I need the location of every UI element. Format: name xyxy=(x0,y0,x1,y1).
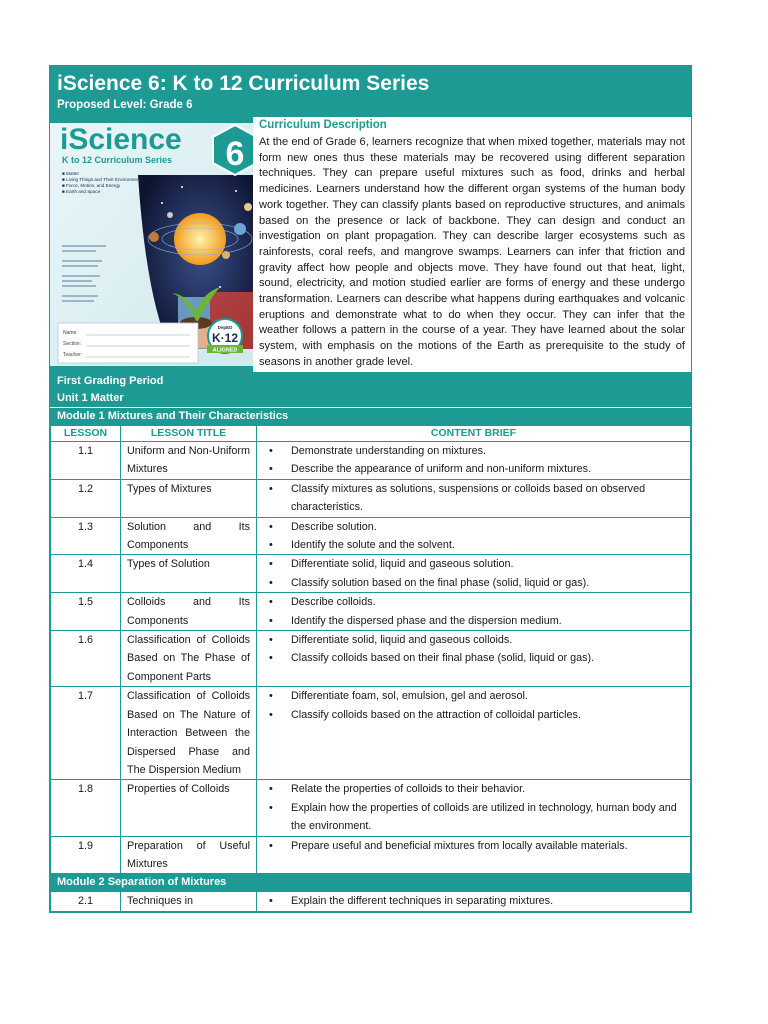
content-brief-item: • Identify the dispersed phase and the dispersion medium. xyxy=(291,612,684,630)
content-brief-item: • Classify colloids based on the attraction of colloidal particles. xyxy=(291,706,684,724)
lesson-title: Techniques in xyxy=(121,892,257,911)
svg-text:■ Matter: ■ Matter xyxy=(62,171,80,176)
content-brief-item: • Describe solution. xyxy=(291,518,684,536)
lesson-number: 1.2 xyxy=(51,479,121,517)
content-brief xyxy=(257,593,691,631)
content-brief-item: • Identify the solute and the solvent. xyxy=(291,536,684,554)
table-row xyxy=(51,555,691,593)
table-row xyxy=(51,479,691,517)
svg-text:■ Force, Motion, and Energy: ■ Force, Motion, and Energy xyxy=(62,183,121,188)
table-row xyxy=(51,687,691,780)
content-brief-item: • Differentiate solid, liquid and gaseous solution. xyxy=(291,555,684,573)
content-brief-item: • Differentiate solid, liquid and gaseous colloids. xyxy=(291,631,684,649)
col-header-content-brief: CONTENT BRIEF xyxy=(257,426,691,442)
curriculum-sheet xyxy=(49,65,692,913)
content-brief xyxy=(257,892,691,911)
content-brief-item: • Classify colloids based on their final phase (solid, liquid or gas). xyxy=(291,649,684,667)
content-brief-item: • Classify solution based on the final phase (solid, liquid or gas). xyxy=(291,574,684,592)
content-brief-item: • Demonstrate understanding on mixtures. xyxy=(291,442,684,460)
table-row xyxy=(51,631,691,687)
content-brief xyxy=(257,780,691,836)
table-header-row xyxy=(51,426,691,442)
content-brief-item: • Differentiate foam, sol, emulsion, gel and aerosol. xyxy=(291,687,684,705)
table-row xyxy=(51,780,691,836)
lesson-title: Uniform and Non-Uniform Mixtures xyxy=(121,442,257,480)
content-brief-item: • Explain how the properties of colloids are utilized in technology, human body and the environment. xyxy=(291,799,684,836)
module-2-table xyxy=(50,891,691,911)
svg-text:■ Living Things and Their Envi: ■ Living Things and Their Environment xyxy=(62,177,141,182)
table-row xyxy=(51,892,691,911)
cover-grade-number: 6 xyxy=(225,135,245,173)
col-header-lesson-title: LESSON TITLE xyxy=(121,426,257,442)
content-brief xyxy=(257,836,691,874)
svg-text:Teacher:: Teacher: xyxy=(63,352,83,358)
intro-section xyxy=(50,117,691,373)
lesson-number: 1.8 xyxy=(51,780,121,836)
lesson-title: Colloids and Its Components xyxy=(121,593,257,631)
lesson-number: 1.5 xyxy=(51,593,121,631)
curriculum-description xyxy=(253,117,691,372)
lesson-title: Solution and Its Components xyxy=(121,517,257,555)
content-brief-item: • Classify mixtures as solutions, suspensions or colloids based on observed characteristics. xyxy=(291,480,684,517)
page-title: iScience 6: K to 12 Curriculum Series xyxy=(57,72,430,95)
description-heading: Curriculum Description xyxy=(259,119,387,131)
lesson-number: 1.4 xyxy=(51,555,121,593)
content-brief xyxy=(257,687,691,780)
svg-text:DepED: DepED xyxy=(217,325,233,330)
col-header-lesson: LESSON xyxy=(51,426,121,442)
sun-illustration xyxy=(174,213,226,265)
module-2-title: Module 2 Separation of Mixtures xyxy=(50,874,691,891)
content-brief-item: • Relate the properties of colloids to their behavior. xyxy=(291,780,684,798)
lesson-title: Properties of Colloids xyxy=(121,780,257,836)
module-1-title: Module 1 Mixtures and Their Characteristics xyxy=(50,407,691,425)
table-row xyxy=(51,442,691,480)
content-brief xyxy=(257,479,691,517)
content-brief xyxy=(257,442,691,480)
lesson-number: 1.7 xyxy=(51,687,121,780)
unit-title: Unit 1 Matter xyxy=(57,392,124,404)
lesson-title: Preparation of Useful Mixtures xyxy=(121,836,257,874)
lesson-number: 2.1 xyxy=(51,892,121,911)
svg-text:ALIGNED: ALIGNED xyxy=(212,347,238,354)
svg-text:■ Earth and Space: ■ Earth and Space xyxy=(62,189,101,194)
header-banner xyxy=(50,66,691,117)
content-brief-item: • Prepare useful and beneficial mixtures from locally available materials. xyxy=(291,837,684,855)
lesson-title: Types of Mixtures xyxy=(121,479,257,517)
svg-text:Section:: Section: xyxy=(63,341,82,347)
lesson-number: 1.9 xyxy=(51,836,121,874)
svg-text:Name:: Name: xyxy=(63,330,78,336)
grading-period-bar xyxy=(50,373,691,407)
table-row xyxy=(51,517,691,555)
content-brief xyxy=(257,517,691,555)
lesson-number: 1.3 xyxy=(51,517,121,555)
cover-brand: iScience xyxy=(60,123,182,156)
svg-text:K·12: K·12 xyxy=(211,331,239,345)
content-brief-item: • Describe colloids. xyxy=(291,593,684,611)
book-cover-image xyxy=(50,117,253,372)
table-row xyxy=(51,593,691,631)
content-brief xyxy=(257,555,691,593)
cover-series: K to 12 Curriculum Series xyxy=(62,155,173,165)
content-brief-item: • Explain the different techniques in separating mixtures. xyxy=(291,892,684,910)
proposed-level: Proposed Level: Grade 6 xyxy=(57,99,193,111)
table-row xyxy=(51,836,691,874)
lesson-title: Classification of Colloids Based on The Phase of Component Parts xyxy=(121,631,257,687)
book-cover-art xyxy=(50,117,253,372)
description-body: At the end of Grade 6, learners recognize that when mixed together, materials may not form new ones thus these materials may be recovered using different separation techniques. They can prepare useful mixtures such as food, drinks and herbal medicines. Learners understand how the different organ systems of the human body work together. They can classify plants based on reproductive structures, and animals based on the presence or lack of backbone. They can design and conduct an investigation on plant propagation. They can describe larger ecosystems such as rainforests, coral reefs, and mangrove swamps. Learners can infer that friction and gravity affect how people and objects move. They have found out that heat, light, sound, electricity, and motion studied earlier are forms of energy and these undergo transformation. Learners can describe what happens during earthquakes and volcanic eruptions and demonstrate what to do when they occur. They can infer that the weather follows a pattern in the course of a year. They have learned about the solar system, with emphasis on the motions of the Earth as prerequisite to the study of seasons in another grade level. xyxy=(259,136,685,368)
content-brief xyxy=(257,631,691,687)
module-1-table xyxy=(50,425,691,874)
lesson-number: 1.1 xyxy=(51,442,121,480)
grading-period: First Grading Period xyxy=(57,375,164,387)
lesson-title: Classification of Colloids Based on The Nature of Interaction Between the Dispersed Phase and The Dispersion Medium xyxy=(121,687,257,780)
content-brief-item: • Describe the appearance of uniform and non-uniform mixtures. xyxy=(291,460,684,478)
lesson-number: 1.6 xyxy=(51,631,121,687)
lesson-title: Types of Solution xyxy=(121,555,257,593)
